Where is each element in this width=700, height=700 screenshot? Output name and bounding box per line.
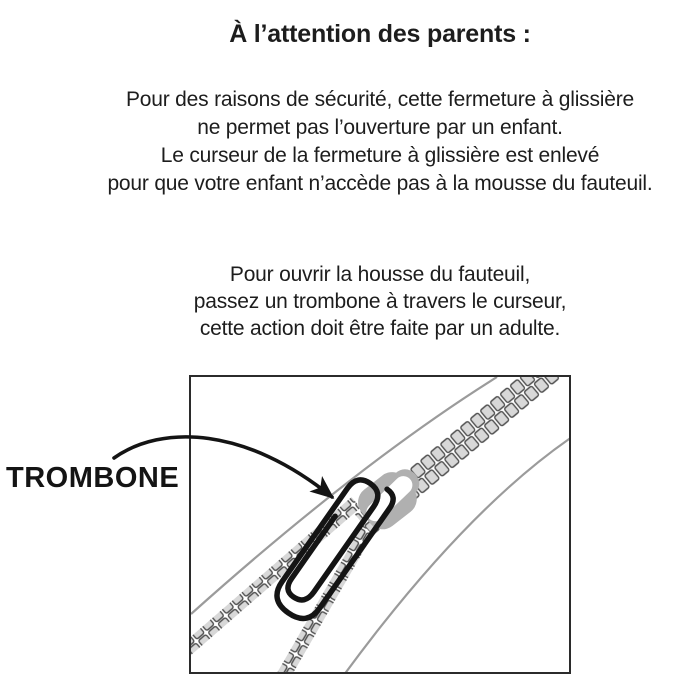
text-line: ne permet pas l’ouverture par un enfant. — [197, 116, 563, 139]
zipper-diagram — [191, 377, 569, 672]
text-line: cette action doit être faite par un adulte. — [199, 317, 561, 340]
text-line: Le curseur de la fermeture à glissière est enlevé — [160, 144, 600, 167]
security-paragraph — [60, 86, 700, 198]
zipper-tape-lower-edge — [341, 437, 569, 672]
instruction-paragraph — [60, 261, 700, 342]
page-title: À l’attention des parents : — [229, 20, 531, 48]
figure-frame — [189, 375, 571, 674]
text-line: Pour ouvrir la housse du fauteuil, — [229, 263, 531, 286]
text-line: Pour des raisons de sécurité, cette fermeture à glissière — [125, 88, 634, 111]
text-line: passez un trombone à travers le curseur, — [193, 290, 567, 313]
trombone-callout-label: TROMBONE — [6, 462, 180, 494]
text-line: pour que votre enfant n’accède pas à la mousse du fauteuil. — [107, 172, 653, 195]
